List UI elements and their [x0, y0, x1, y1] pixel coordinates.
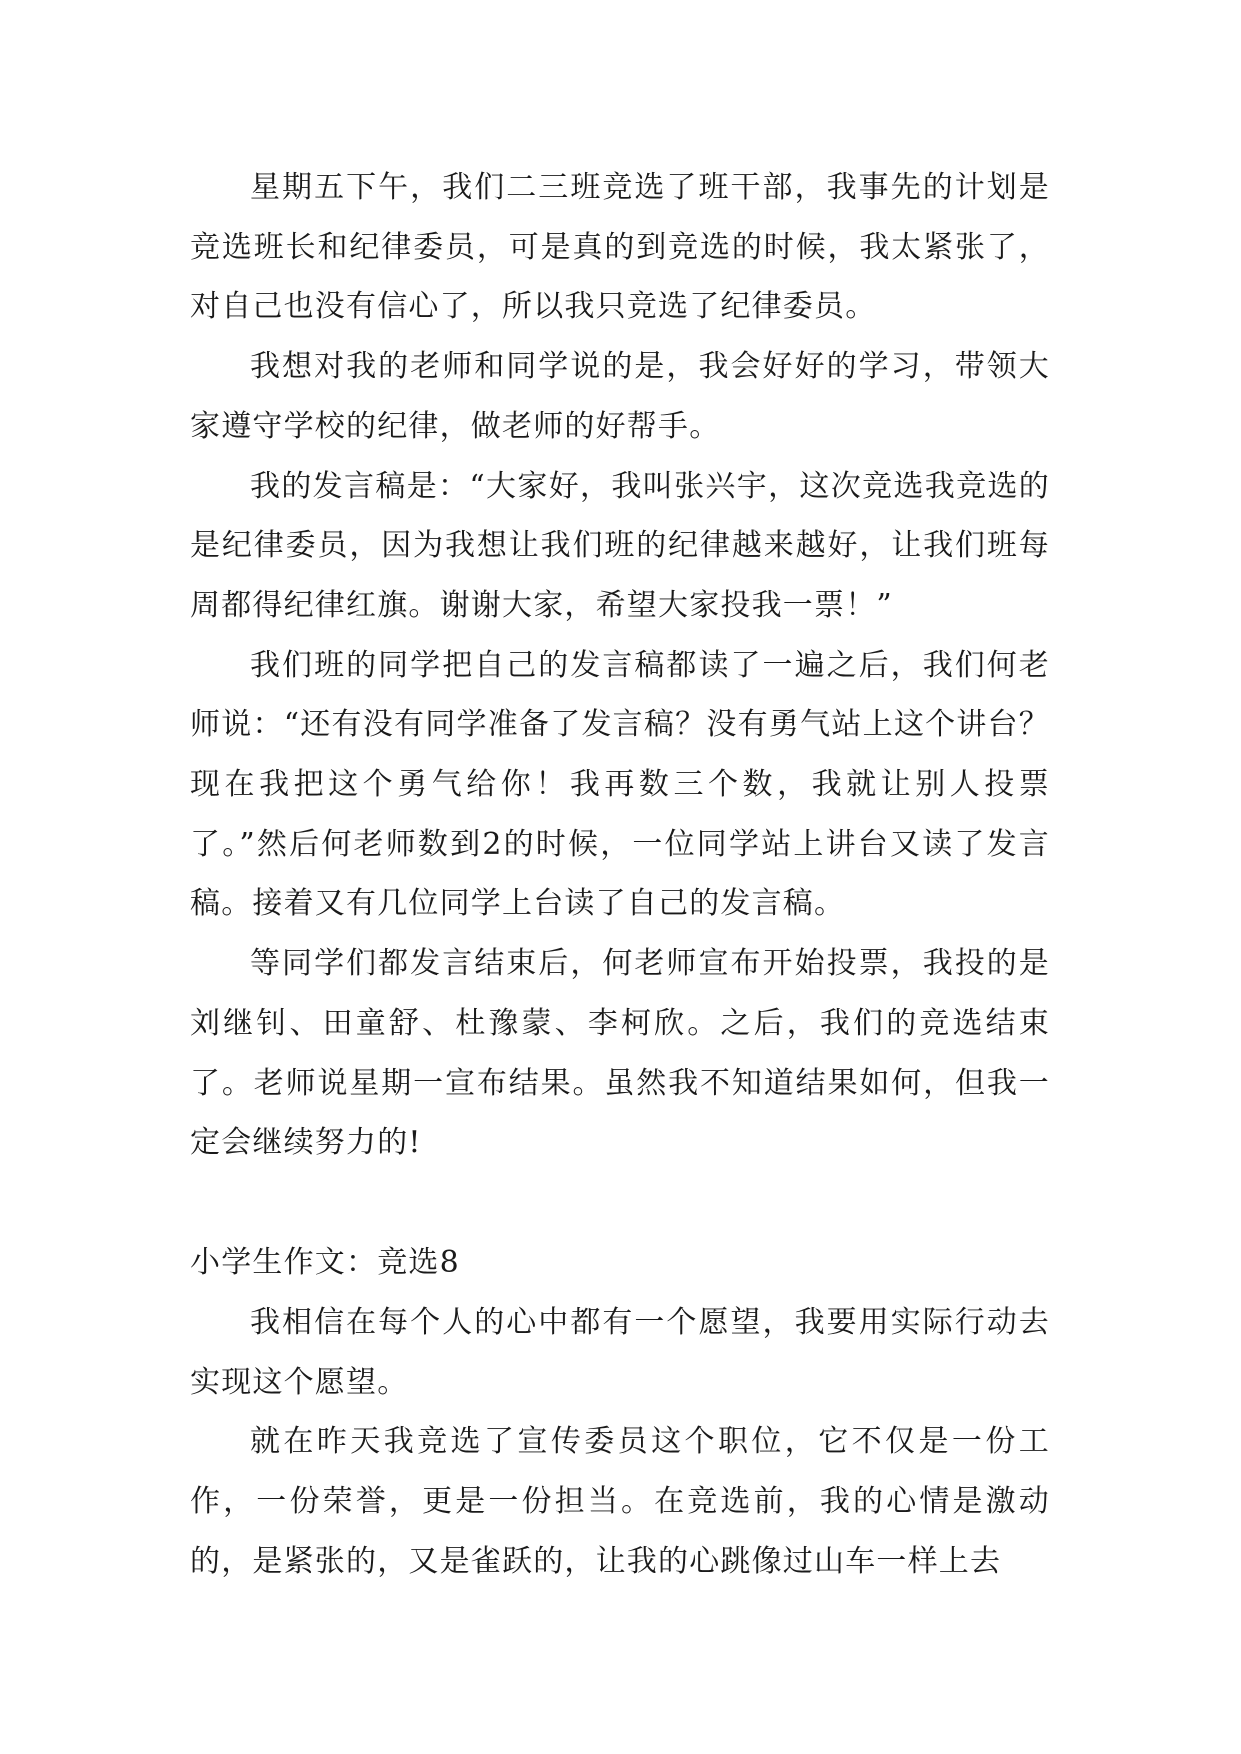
paragraph: 我相信在每个人的心中都有一个愿望，我要用实际行动去实现这个愿望。 [190, 1304, 1050, 1400]
paragraph: 我的发言稿是：“大家好，我叫张兴宇，这次竞选我竞选的是纪律委员，因为我想让我们班的纪律越来越好，让我们班每周都得纪律红旗。谢谢大家，希望大家投我一票！” [190, 468, 1050, 623]
section-title: 小学生作文：竞选8 [190, 1244, 460, 1280]
paragraph: 我想对我的老师和同学说的是，我会好好的学习，带领大家遵守学校的纪律，做老师的好帮手。 [190, 349, 1050, 444]
document-body [190, 158, 1050, 1591]
section-spacer [190, 1173, 1050, 1233]
paragraph: 我们班的同学把自己的发言稿都读了一遍之后，我们何老师说：“还有没有同学准备了发言稿？没有勇气站上这个讲台？现在我把这个勇气给你！我再数三个数，我就让别人投票了。”然后何老师数到2的时候，一位同学站上讲台又读了发言稿。接着又有几位同学上台读了自己的发言稿。 [190, 647, 1050, 922]
paragraph: 星期五下午，我们二三班竞选了班干部，我事先的计划是竞选班长和纪律委员，可是真的到竞选的时候，我太紧张了，对自己也没有信心了，所以我只竞选了纪律委员。 [190, 170, 1050, 325]
paragraph: 就在昨天我竞选了宣传委员这个职位，它不仅是一份工作，一份荣誉，更是一份担当。在竞选前，我的心情是激动的，是紧张的，又是雀跃的，让我的心跳像过山车一样上去 [190, 1424, 1050, 1579]
paragraph: 等同学们都发言结束后，何老师宣布开始投票，我投的是刘继钊、田童舒、杜豫蒙、李柯欣。之后，我们的竞选结束了。老师说星期一宣布结果。虽然我不知道结果如何，但我一定会继续努力的! [190, 946, 1050, 1161]
